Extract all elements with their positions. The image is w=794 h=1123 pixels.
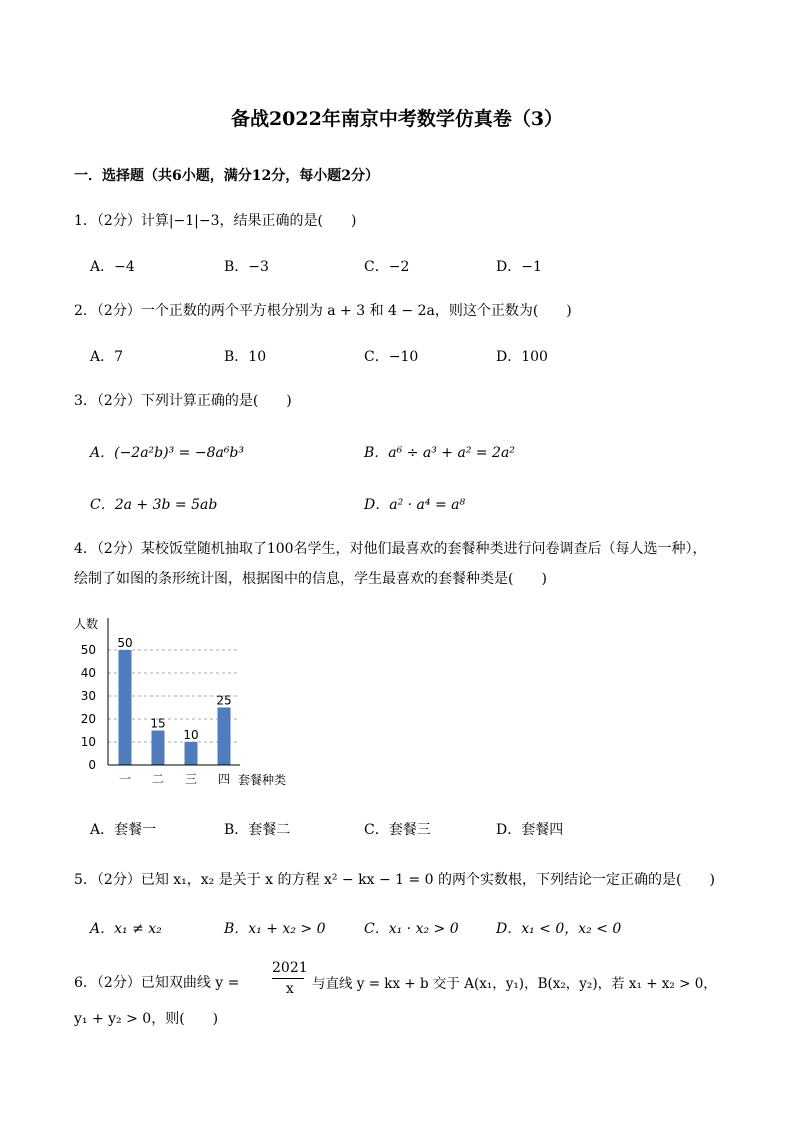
- question-5-option-a[interactable]: A．x₁ ≠ x₂: [90, 921, 162, 937]
- section-heading: 一．选择题（共6小题，满分12分，每小题2分）: [74, 168, 379, 184]
- y-axis-title: 人数: [74, 617, 99, 631]
- fraction-bar: [272, 978, 304, 979]
- question-1-option-d[interactable]: D．−1: [496, 259, 542, 275]
- question-3-stem: 3．（2分）下列计算正确的是( ): [74, 393, 292, 409]
- question-5-option-d[interactable]: D．x₁ < 0，x₂ < 0: [496, 921, 622, 937]
- x-tick-label-2: 二: [151, 772, 165, 786]
- bar-chart: [70, 612, 310, 792]
- question-1-stem: 1．（2分）计算|−1|−3，结果正确的是( ): [74, 213, 357, 229]
- bar-1: [119, 650, 132, 765]
- question-2-option-d[interactable]: D．100: [496, 349, 548, 365]
- question-6-stem-part-2: 与直线 y = kx + b 交于 A(x₁，y₁)，B(x₂，y₂)，若 x₁ + x₂ > 0，: [312, 976, 717, 992]
- question-6-stem-part-1: 6．（2分）已知双曲线 y =: [74, 975, 240, 991]
- question-4-stem-line-2: 绘制了如图的条形统计图，根据图中的信息，学生最喜欢的套餐种类是( ): [74, 571, 547, 587]
- page-title: 备战2022年南京中考数学仿真卷（3）: [230, 108, 564, 130]
- question-4-stem-line-1: 4．（2分）某校饭堂随机抽取了100名学生，对他们最喜欢的套餐种类进行问卷调查后（每人选一种），: [74, 541, 707, 557]
- y-tick-label-20: 20: [80, 712, 96, 726]
- bar-value-label-3: 10: [183, 728, 199, 742]
- bar-3: [185, 742, 198, 765]
- question-1-option-a[interactable]: A．−4: [90, 259, 135, 275]
- x-tick-label-3: 三: [184, 772, 198, 786]
- question-2-option-a[interactable]: A．7: [90, 349, 124, 365]
- question-5-stem: 5．（2分）已知 x₁，x₂ 是关于 x 的方程 x² − kx − 1 = 0 的两个实数根，下列结论一定正确的是( ): [74, 872, 715, 888]
- question-3-option-a[interactable]: A．(−2a²b)³ = −8a⁶b³: [90, 445, 245, 461]
- question-2-option-c[interactable]: C．−10: [364, 349, 419, 365]
- question-5-option-c[interactable]: C．x₁ · x₂ > 0: [364, 921, 459, 937]
- question-3-option-d[interactable]: D．a² · a⁴ = a⁸: [364, 497, 466, 513]
- bar-2: [152, 731, 165, 766]
- y-tick-label-40: 40: [80, 666, 96, 680]
- bar-value-label-2: 15: [150, 716, 166, 731]
- question-4-option-c[interactable]: C．套餐三: [364, 822, 431, 838]
- question-4-option-d[interactable]: D．套餐四: [496, 822, 564, 838]
- y-tick-label-10: 10: [80, 735, 96, 749]
- question-2-stem: 2．（2分）一个正数的两个平方根分别为 a + 3 和 4 − 2a，则这个正数为( ): [74, 303, 572, 319]
- question-1-option-b[interactable]: B．−3: [224, 259, 269, 275]
- bar-4: [218, 708, 231, 766]
- question-4-option-a[interactable]: A．套餐一: [90, 822, 157, 838]
- bar-value-label-1: 50: [117, 636, 133, 650]
- question-4-option-b[interactable]: B．套餐二: [224, 822, 291, 838]
- y-tick-label-0: 0: [88, 758, 96, 772]
- question-2-option-b[interactable]: B．10: [224, 349, 267, 365]
- question-5-option-b[interactable]: B．x₁ + x₂ > 0: [224, 921, 326, 937]
- question-6-fraction: [272, 960, 308, 997]
- y-tick-label-50: 50: [80, 643, 96, 657]
- y-tick-label-30: 30: [80, 689, 96, 703]
- bar-value-label-4: 25: [216, 693, 232, 708]
- question-6-stem-line-2: y₁ + y₂ > 0，则( ): [74, 1011, 219, 1027]
- question-3-option-b[interactable]: B．a⁶ ÷ a³ + a² = 2a²: [364, 445, 515, 461]
- fraction-numerator: 2021: [272, 960, 308, 976]
- x-axis-title: 套餐种类: [238, 773, 287, 787]
- question-3-option-c[interactable]: C．2a + 3b = 5ab: [90, 497, 218, 513]
- x-tick-label-4: 四: [217, 772, 231, 786]
- x-tick-label-1: 一: [118, 772, 132, 786]
- fraction-denominator: x: [285, 981, 294, 997]
- question-1-option-c[interactable]: C．−2: [364, 259, 410, 275]
